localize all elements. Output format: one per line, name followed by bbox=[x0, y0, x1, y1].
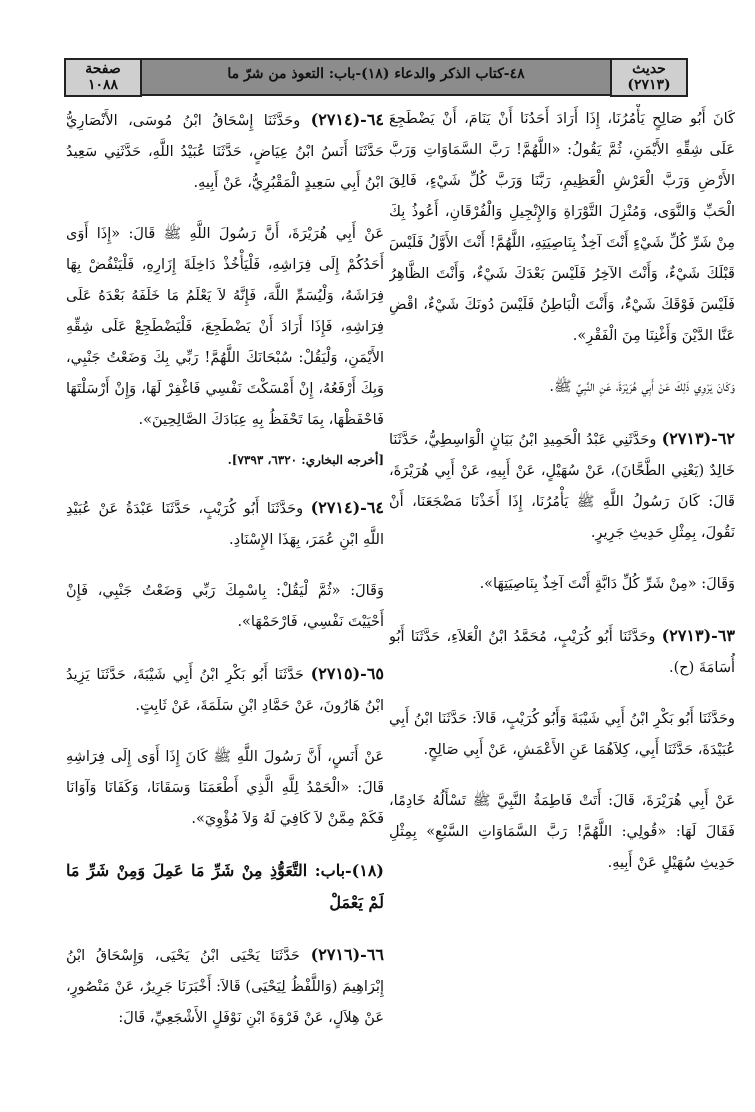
running-header bbox=[66, 58, 686, 96]
hadith-number: ٦٣-(٢٧١٣) bbox=[661, 626, 735, 645]
hadith-label: حديث bbox=[632, 61, 666, 77]
hadith-number: ٦٤-(٢٧١٤) bbox=[310, 498, 384, 517]
paragraph: عَنْ أَبِي هُرَيْرَةَ، قَالَ: أَتَتْ فَاطِمَةُ النَّبِيَّ ﷺ تَسْأَلُهُ خَادِمًا، فَقَالَ لَهَا: «قُولِي: اللَّهُمَّ! رَبَّ السَّمَاوَاتِ السَّبْعِ» بِمِثْلِ حَدِيثِ سُهَيْلٍ عَنْ أَبِيهِ. bbox=[389, 793, 735, 871]
paragraph: عَنْ أَنَسٍ، أَنَّ رَسُولَ اللَّهِ ﷺ كَانَ إِذَا أَوَى إِلَى فِرَاشِهِ قَالَ: «الْحَمْدُ لِلَّهِ الَّذِي أَطْعَمَنَا وَسَقَانَا، وَكَفَانَا وَآوَانَا فَكَمْ مِمَّنْ لاَ كَافِيَ لَهُ وَلاَ مُؤْوِيَ». bbox=[66, 749, 384, 827]
page-number-box bbox=[64, 58, 142, 97]
hadith-paragraph: ٦٤-(٢٧١٤) وحَدَّثَنَا إِسْحَاقُ ابْنُ مُوسَى، الأَنْصَارِيُّ حَدَّثَنَا أَنَسُ ابْنُ عِيَاضٍ، حَدَّثَنَا عُبَيْدُ اللَّهِ، حَدَّثَنِي سَعِيدُ ابْنُ أَبِي سَعِيدٍ الْمَقْبُرِيُّ، عَنْ أَبِيهِ. bbox=[66, 110, 384, 191]
book-chapter-title: ٤٨-كتاب الذكر والدعاء (١٨)-باب: التعوذ من شرّ ما bbox=[227, 66, 525, 82]
paragraph: وَقَالَ: «ثُمَّ لْيَقُلْ: بِاسْمِكَ رَبِّي وَضَعْتُ جَنْبِي، فَإِنْ أَحْيَيْتَ نَفْسِي، فَارْحَمْهَا». bbox=[66, 583, 384, 630]
hadith-paragraph: ٦٤-(٢٧١٤) وحَدَّثَنَا أَبُو كُرَيْبٍ، حَدَّثَنَا عَبْدَةُ عَنْ عُبَيْدِ اللَّهِ ابْنِ عُمَرَ، بِهَذَا الإِسْنَادِ. bbox=[66, 498, 384, 548]
chapter-heading: (١٨)-باب: التَّعَوُّذِ مِنْ شَرِّ مَا عَمِلَ وَمِنْ شَرِّ مَا لَمْ يَعْمَلْ bbox=[66, 861, 384, 912]
paragraph: وحَدَّثَنَا أَبُو بَكْرِ ابْنُ أَبِي شَيْبَةَ وَأَبُو كُرَيْبٍ، قَالاَ: حَدَّثَنَا ابْنُ أَبِي عُبَيْدَةَ، حَدَّثَنَا أَبِي، كِلاَهُمَا عَنِ الأَعْمَشِ، عَنْ أَبِي صَالِحٍ. bbox=[389, 711, 735, 758]
paragraph: وَقَالَ: «مِنْ شَرِّ كُلِّ دَابَّةٍ أَنْتَ آخِذٌ بِنَاصِيَتِهَا». bbox=[479, 576, 735, 592]
source-note: [أخرجه البخاري: ٦٣٢٠، ٧٣٩٣]. bbox=[227, 453, 384, 467]
right-column bbox=[389, 104, 735, 1104]
hadith-paragraph: ٦٣-(٢٧١٣) وحَدَّثَنَا أَبُو كُرَيْبٍ، مُحَمَّدُ ابْنُ الْعَلاَءِ، حَدَّثَنَا أَبُو أُسَامَةَ (ح). bbox=[389, 626, 735, 676]
hadith-number: (٢٧١٣) bbox=[627, 77, 671, 93]
paragraph: وَكَانَ يَرْوِي ذَلِكَ عَنْ أَبِي هُرَيْرَةَ، عَنِ النَّبِيِّ ﷺ. bbox=[549, 379, 735, 395]
hadith-paragraph: ٦٥-(٢٧١٥) حَدَّثَنَا أَبُو بَكْرِ ابْنُ أَبِي شَيْبَةَ، حَدَّثَنَا يَزِيدُ ابْنُ هَارُونَ، عَنْ حَمَّادِ ابْنِ سَلَمَةَ، عَنْ ثَابِتٍ. bbox=[66, 664, 384, 714]
hadith-number-box bbox=[610, 58, 688, 97]
paragraph: عَنْ أَبِي هُرَيْرَةَ، أَنَّ رَسُولَ اللَّهِ ﷺ قَالَ: «إِذَا أَوَى أَحَدُكُمْ إِلَى فِرَاشِهِ، فَلْيَأْخُذْ دَاخِلَةَ إِزَارِهِ، فَلْيَنْفُضْ بِهَا فِرَاشَهُ، وَلْيُسَمِّ اللَّهَ، فَإِنَّهُ لاَ يَعْلَمُ مَا خَلَفَهُ بَعْدَهُ عَلَى فِرَاشِهِ، فَإِذَا أَرَادَ أَنْ يَضْطَجِعَ، فَلْيَضْطَجِعْ عَلَى شِقِّهِ الأَيْمَنِ، وَلْيَقُلْ: سُبْحَانَكَ اللَّهُمَّ! رَبِّي بِكَ وَضَعْتُ جَنْبِي، وَبِكَ أَرْفَعُهُ، إِنْ أَمْسَكْتَ نَفْسِي فَاغْفِرْ لَهَا، وَإِنْ أَرْسَلْتَهَا فَاحْفَظْهَا، بِمَا تَحْفَظُ بِهِ عِبَادَكَ الصَّالِحِينَ». bbox=[66, 226, 384, 428]
hadith-number: ٦٤-(٢٧١٤) bbox=[310, 110, 384, 129]
hadith-number: ٦٦-(٢٧١٦) bbox=[310, 945, 384, 964]
page-label: صفحة bbox=[85, 61, 121, 77]
page-number: ١٠٨٨ bbox=[87, 77, 119, 93]
hadith-paragraph: ٦٦-(٢٧١٦) حَدَّثَنَا يَحْيَى ابْنُ يَحْيَى، وَإِسْحَاقُ ابْنُ إِبْرَاهِيمَ (وَاللَّفْظُ لِيَحْيَى) قَالاَ: أَخْبَرَنَا جَرِيرٌ، عَنْ مَنْصُورٍ، عَنْ هِلاَلٍ، عَنْ فَرْوَةَ ابْنِ نَوْفَلٍ الأَشْجَعِيِّ، قَالَ: bbox=[66, 945, 384, 1026]
hadith-number: ٦٢-(٢٧١٣) bbox=[661, 429, 735, 448]
hadith-number: ٦٥-(٢٧١٥) bbox=[310, 664, 384, 683]
paragraph: كَانَ أَبُو صَالِحٍ يَأْمُرُنَا، إِذَا أَرَادَ أَحَدُنَا أَنْ يَنَامَ، أَنْ يَضْطَجِعَ عَلَى شِقِّهِ الأَيْمَنِ، ثُمَّ يَقُولُ: «اللَّهُمَّ! رَبَّ السَّمَاوَاتِ وَرَبَّ الأَرْضِ وَرَبَّ الْعَرْشِ الْعَظِيمِ، رَبَّنَا وَرَبَّ كُلِّ شَيْءٍ، فَالِقَ الْحَبِّ وَالنَّوَى، وَمُنْزِلَ التَّوْرَاةِ وَالإِنْجِيلِ وَالْفُرْقَانِ، أَعُوذُ بِكَ مِنْ شَرِّ كُلِّ شَيْءٍ أَنْتَ آخِذٌ بِنَاصِيَتِهِ، اللَّهُمَّ! أَنْتَ الأَوَّلُ فَلَيْسَ قَبْلَكَ شَيْءٌ، وَأَنْتَ الآخِرُ فَلَيْسَ بَعْدَكَ شَيْءٌ، وَأَنْتَ الظَّاهِرُ فَلَيْسَ فَوْقَكَ شَيْءٌ، وَأَنْتَ الْبَاطِنُ فَلَيْسَ دُونَكَ شَيْءٌ، اقْضِ عَنَّا الدَّيْنَ وَأَغْنِنَا مِنَ الْفَقْرِ». bbox=[389, 111, 735, 344]
left-column bbox=[66, 104, 384, 1104]
hadith-paragraph: ٦٢-(٢٧١٣) وحَدَّثَنِي عَبْدُ الْحَمِيدِ ابْنُ بَيَانٍ الْوَاسِطِيُّ، حَدَّثَنَا خَالِدٌ (يَعْنِي الطَّحَّانَ)، عَنْ سُهَيْلٍ، عَنْ أَبِيهِ، عَنْ أَبِي هُرَيْرَةَ، قَالَ: كَانَ رَسُولُ اللَّهِ ﷺ يَأْمُرُنَا، إِذَا أَخَذْنَا مَضْجَعَنَا، أَنْ نَقُولَ، بِمِثْلِ حَدِيثِ جَرِيرٍ. bbox=[389, 429, 735, 541]
